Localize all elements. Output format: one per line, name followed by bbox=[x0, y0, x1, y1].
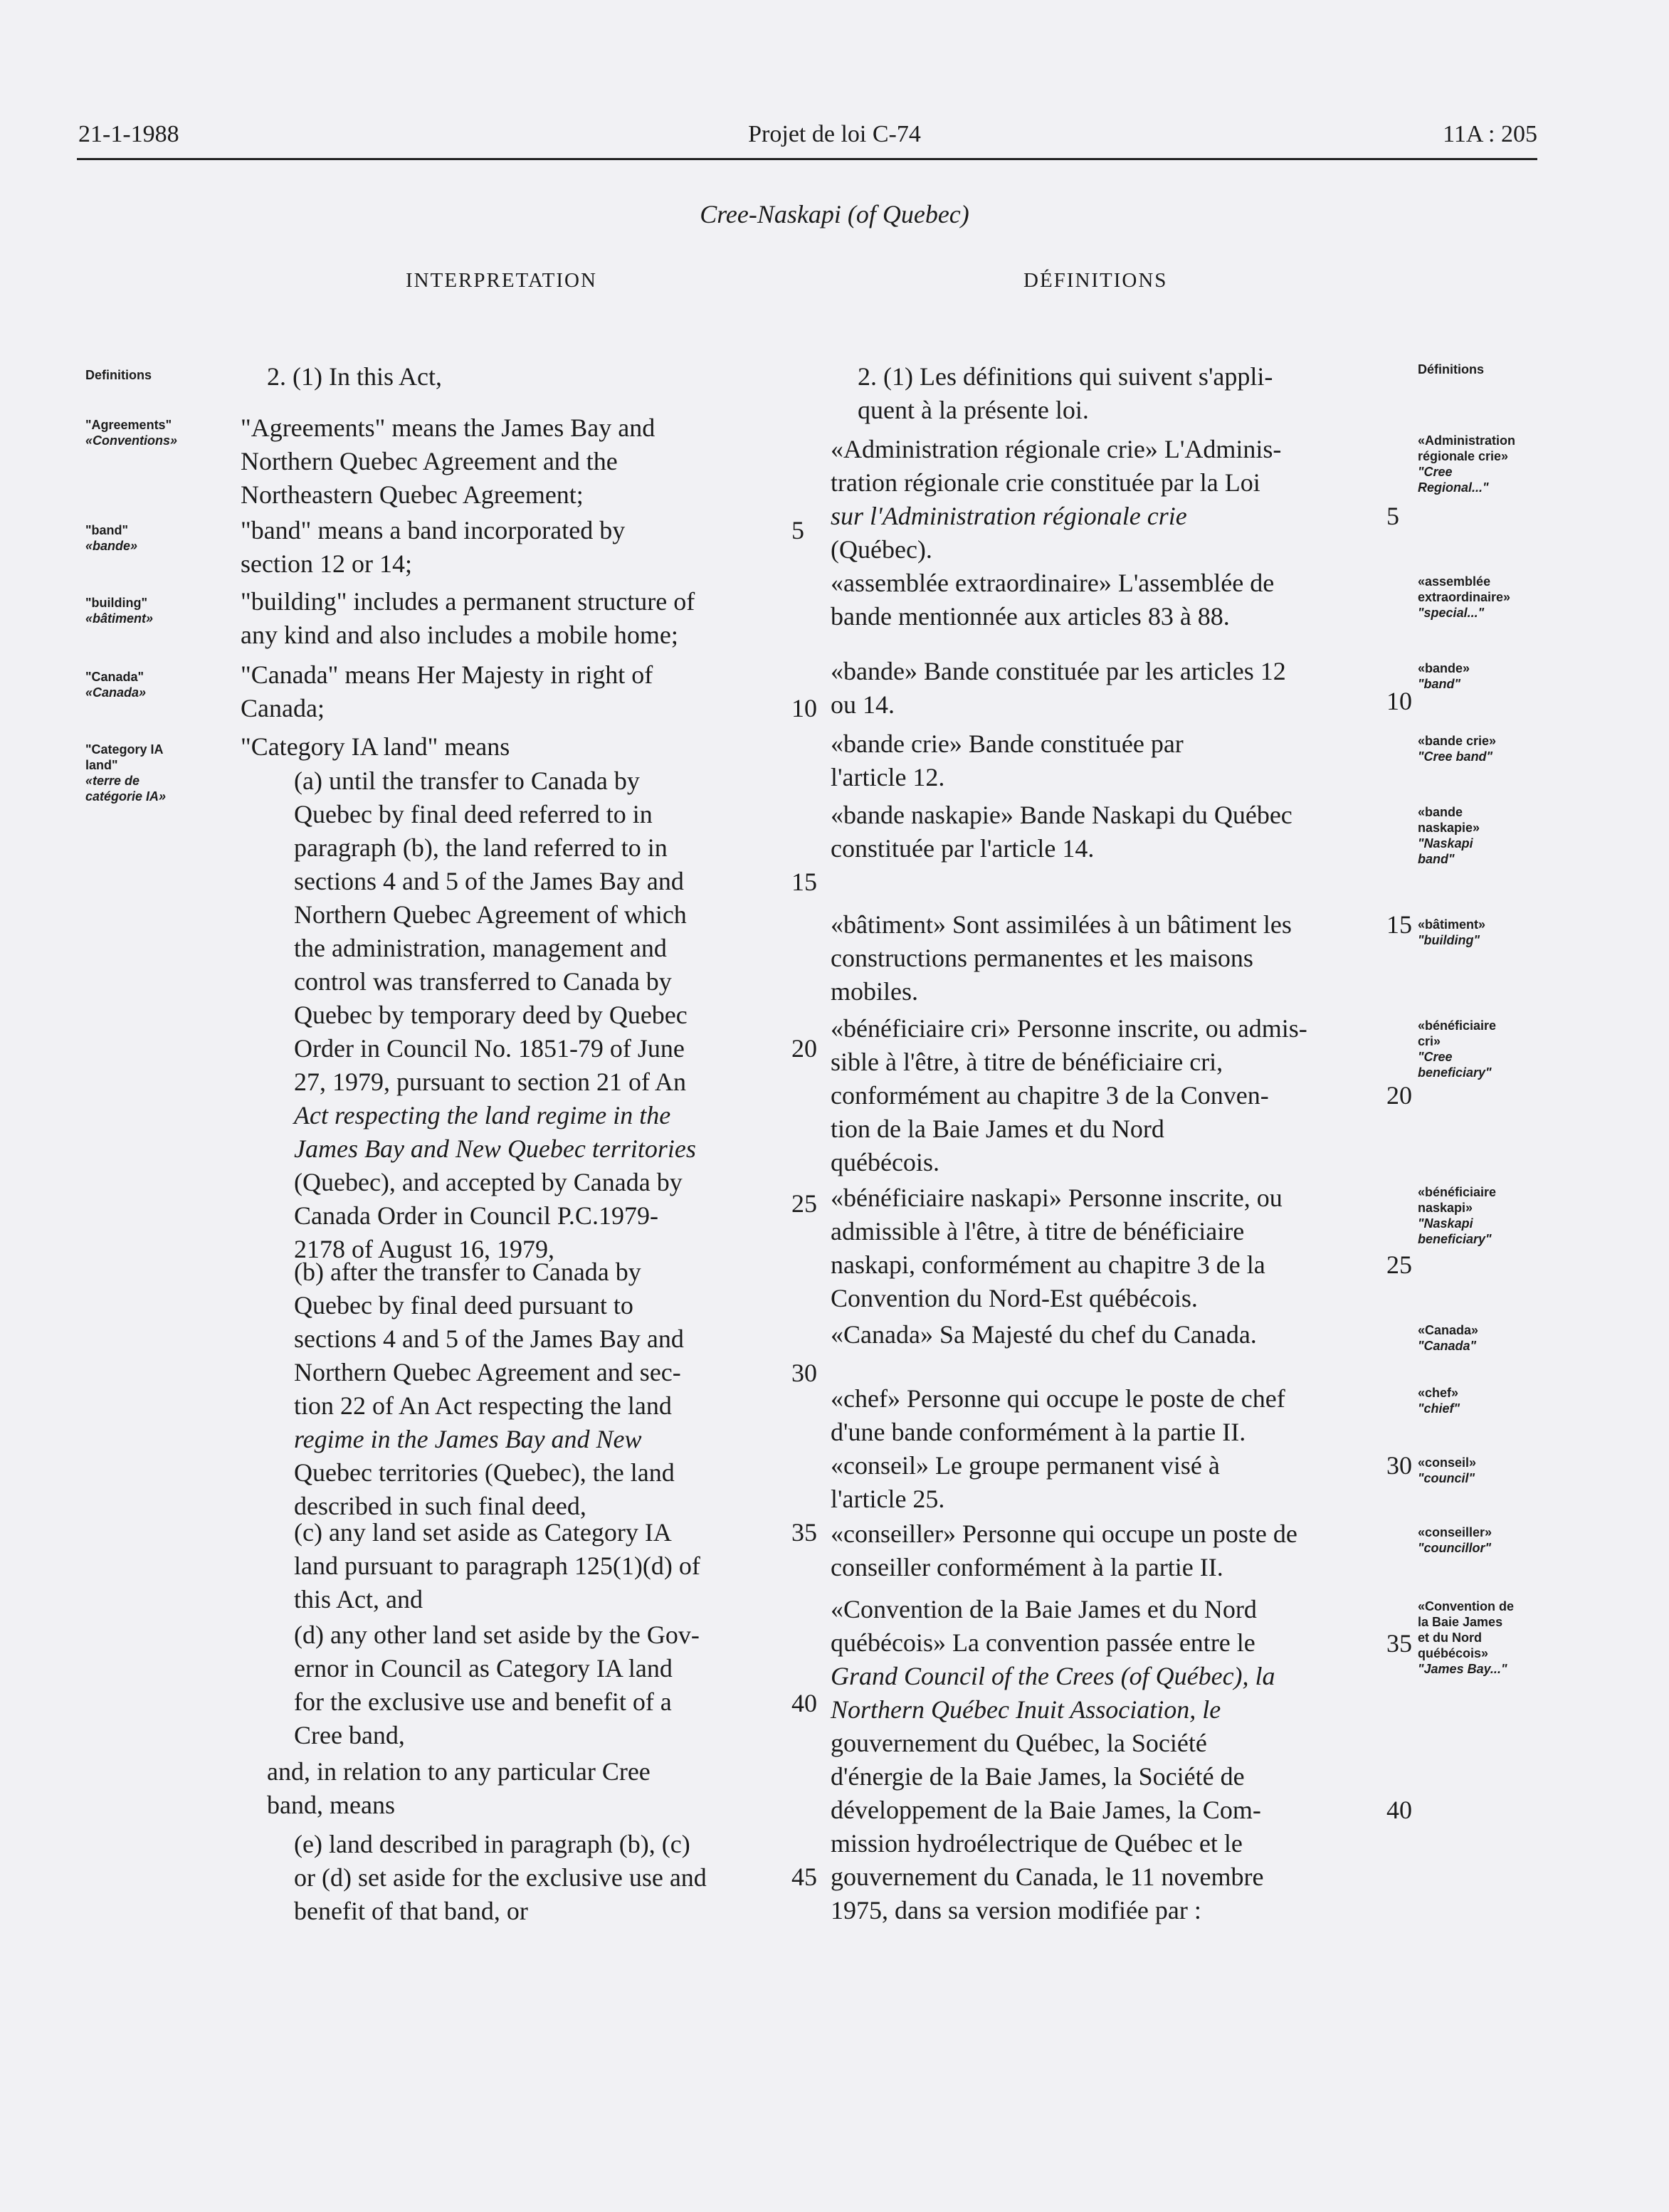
margin-note-batiment: «bâtiment» "building" bbox=[1418, 917, 1486, 947]
section-heading-french: DÉFINITIONS bbox=[1023, 269, 1168, 292]
line-number-fr: 35 bbox=[1386, 1629, 1412, 1658]
fr-def-bande-naskapie: «bande naskapie» Bande Naskapi du Québec constituée par l'article 14. bbox=[831, 801, 1292, 863]
margin-note-beneficiaire-naskapi: «bénéficiaire naskapi» "Naskapi beneficiary" bbox=[1418, 1185, 1497, 1246]
margin-note-band: "band" «bande» bbox=[85, 523, 138, 553]
margin-note-definitions-fr: Définitions bbox=[1418, 362, 1484, 376]
margin-note-agreements: "Agreements" «Conventions» bbox=[85, 418, 178, 448]
fr-def-administration: «Administration régionale crie» L'Adminis- tration régionale crie constituée par la Loi sur l'Administration régionale crie (Québec). bbox=[831, 435, 1282, 564]
margin-note-bande-crie: «bande crie» "Cree band" bbox=[1418, 734, 1497, 764]
line-number-fr: 40 bbox=[1386, 1796, 1412, 1824]
line-number-en: 35 bbox=[791, 1518, 817, 1547]
line-number-fr: 10 bbox=[1386, 687, 1412, 715]
line-number-en: 20 bbox=[791, 1034, 817, 1063]
line-number-en: 40 bbox=[791, 1689, 817, 1717]
fr-def-convention: «Convention de la Baie James et du Nord québécois» La convention passée entre le Grand Council of the Crees (of Québec), la Northern Québec Inuit Association, le gouvernement du Québec, la Société d'énergie de la Baie James, la Société de développement de la Baie James, la Com- mission hydroélectrique de Québec et le gouvernement du Canada, le 11 novembre 1975, dans sa version modifiée par : bbox=[831, 1595, 1275, 1924]
en-paragraph-d: (d) any other land set aside by the Gov- ernor in Council as Category IA land for the exclusive use and benefit of a Cree band, bbox=[294, 1621, 700, 1749]
fr-def-assemblee: «assemblée extraordinaire» L'assemblée de bande mentionnée aux articles 83 à 88. bbox=[831, 569, 1275, 631]
line-number-fr: 15 bbox=[1386, 910, 1412, 939]
margin-note-definitions-en: Definitions bbox=[85, 368, 152, 382]
line-number-en: 5 bbox=[791, 516, 804, 544]
margin-note-conseil: «conseil» "council" bbox=[1418, 1455, 1477, 1485]
header-bill-title: Projet de loi C-74 bbox=[748, 121, 921, 147]
margin-note-building: "building" «bâtiment» bbox=[85, 596, 154, 626]
line-number-en: 45 bbox=[791, 1863, 817, 1891]
fr-def-bande: «bande» Bande constituée par les articles 12 ou 14. bbox=[831, 657, 1286, 719]
en-def-category-ia: "Category IA land" means bbox=[241, 732, 510, 761]
document-subtitle: Cree-Naskapi (of Quebec) bbox=[700, 200, 969, 228]
en-paragraph-a: (a) until the transfer to Canada by Quebec by final deed referred to in paragraph (b), the land referred to in sections 4 and 5 of the James Bay and Northern Quebec Agreement of which the administration, management and control was transferred to Canada by Quebec by temporary deed by Quebec Order in Council No. 1851-79 of June 27, 1979, pursuant to section 21 of An Act respecting the land regime in the James Bay and New Quebec territories (Quebec), and accepted by Canada by Canada Order in Council P.C.1979- 2178 of August 16, 1979, bbox=[294, 767, 696, 1263]
header-page-number: 11A : 205 bbox=[1443, 121, 1537, 147]
en-relation-text: and, in relation to any particular Cree band, means bbox=[267, 1757, 651, 1819]
margin-note-canada-fr: «Canada» "Canada" bbox=[1418, 1323, 1479, 1353]
section-heading-english: INTERPRETATION bbox=[406, 269, 597, 292]
en-def-band: "band" means a band incorporated by section 12 or 14; bbox=[241, 516, 626, 578]
fr-def-bande-crie: «bande crie» Bande constituée par l'article 12. bbox=[831, 730, 1184, 791]
line-number-en: 15 bbox=[791, 868, 817, 896]
line-number-fr: 5 bbox=[1386, 502, 1399, 530]
margin-note-canada-en: "Canada" «Canada» bbox=[85, 670, 147, 700]
fr-def-canada: «Canada» Sa Majesté du chef du Canada. bbox=[831, 1320, 1257, 1349]
en-section-intro: 2. (1) In this Act, bbox=[267, 362, 442, 391]
fr-def-conseil: «conseil» Le groupe permanent visé à l'article 25. bbox=[831, 1451, 1220, 1513]
fr-def-beneficiaire-naskapi: «bénéficiaire naskapi» Personne inscrite, ou admissible à l'être, à titre de bénéficiaire naskapi, conformément au chapitre 3 de la Convention du Nord-Est québécois. bbox=[831, 1184, 1283, 1312]
fr-def-chef: «chef» Personne qui occupe le poste de chef d'une bande conformément à la partie II. bbox=[831, 1384, 1285, 1446]
fr-def-batiment: «bâtiment» Sont assimilées à un bâtiment les constructions permanentes et les maisons mobiles. bbox=[831, 910, 1292, 1006]
en-def-building: "building" includes a permanent structure of any kind and also includes a mobile home; bbox=[241, 587, 695, 649]
en-paragraph-c: (c) any land set aside as Category IA land pursuant to paragraph 125(1)(d) of this Act, and bbox=[294, 1518, 700, 1613]
header-date: 21-1-1988 bbox=[78, 121, 179, 147]
en-def-canada: "Canada" means Her Majesty in right of Canada; bbox=[241, 660, 653, 722]
margin-note-conseiller: «conseiller» "councillor" bbox=[1418, 1525, 1492, 1555]
fr-section-intro: 2. (1) Les définitions qui suivent s'appli- quent à la présente loi. bbox=[858, 362, 1273, 424]
fr-def-conseiller: «conseiller» Personne qui occupe un poste de conseiller conformément à la partie II. bbox=[831, 1520, 1297, 1581]
fr-def-beneficiaire-cri: «bénéficiaire cri» Personne inscrite, ou admis- sible à l'être, à titre de bénéficiaire cri, conformément au chapitre 3 de la Conven- tion de la Baie James et du Nord québécois. bbox=[831, 1014, 1307, 1176]
line-number-en: 10 bbox=[791, 694, 817, 722]
line-number-en: 25 bbox=[791, 1189, 817, 1218]
margin-note-chef: «chef» "chief" bbox=[1418, 1386, 1460, 1416]
margin-note-category-ia: "Category IA land" «terre de catégorie IA» bbox=[85, 742, 167, 804]
en-def-agreements: "Agreements" means the James Bay and Northern Quebec Agreement and the Northeastern Quebec Agreement; bbox=[241, 414, 656, 509]
margin-note-bande: «bande» "band" bbox=[1418, 661, 1470, 691]
margin-note-bande-naskapie: «bande naskapie» "Naskapi band" bbox=[1418, 805, 1480, 866]
header-rule bbox=[77, 158, 1537, 160]
margin-note-convention: «Convention de la Baie James et du Nord québécois» "James Bay..." bbox=[1418, 1599, 1515, 1676]
margin-note-assemblee: «assemblée extraordinaire» "special..." bbox=[1418, 574, 1511, 620]
en-paragraph-b: (b) after the transfer to Canada by Quebec by final deed pursuant to sections 4 and 5 of the James Bay and Northern Quebec Agreement and sec- tion 22 of An Act respecting the land regime in the James Bay and New Quebec territories (Quebec), the land described in such final deed, bbox=[294, 1258, 684, 1520]
line-number-fr: 30 bbox=[1386, 1451, 1412, 1480]
en-paragraph-e: (e) land described in paragraph (b), (c) or (d) set aside for the exclusive use and benefit of that band, or bbox=[294, 1830, 707, 1925]
line-number-fr: 25 bbox=[1386, 1250, 1412, 1279]
margin-note-beneficiaire-cri: «bénéficiaire cri» "Cree beneficiary" bbox=[1418, 1018, 1497, 1080]
line-number-en: 30 bbox=[791, 1359, 817, 1387]
line-number-fr: 20 bbox=[1386, 1081, 1412, 1110]
margin-note-administration: «Administration régionale crie» "Cree Regional..." bbox=[1418, 433, 1516, 495]
